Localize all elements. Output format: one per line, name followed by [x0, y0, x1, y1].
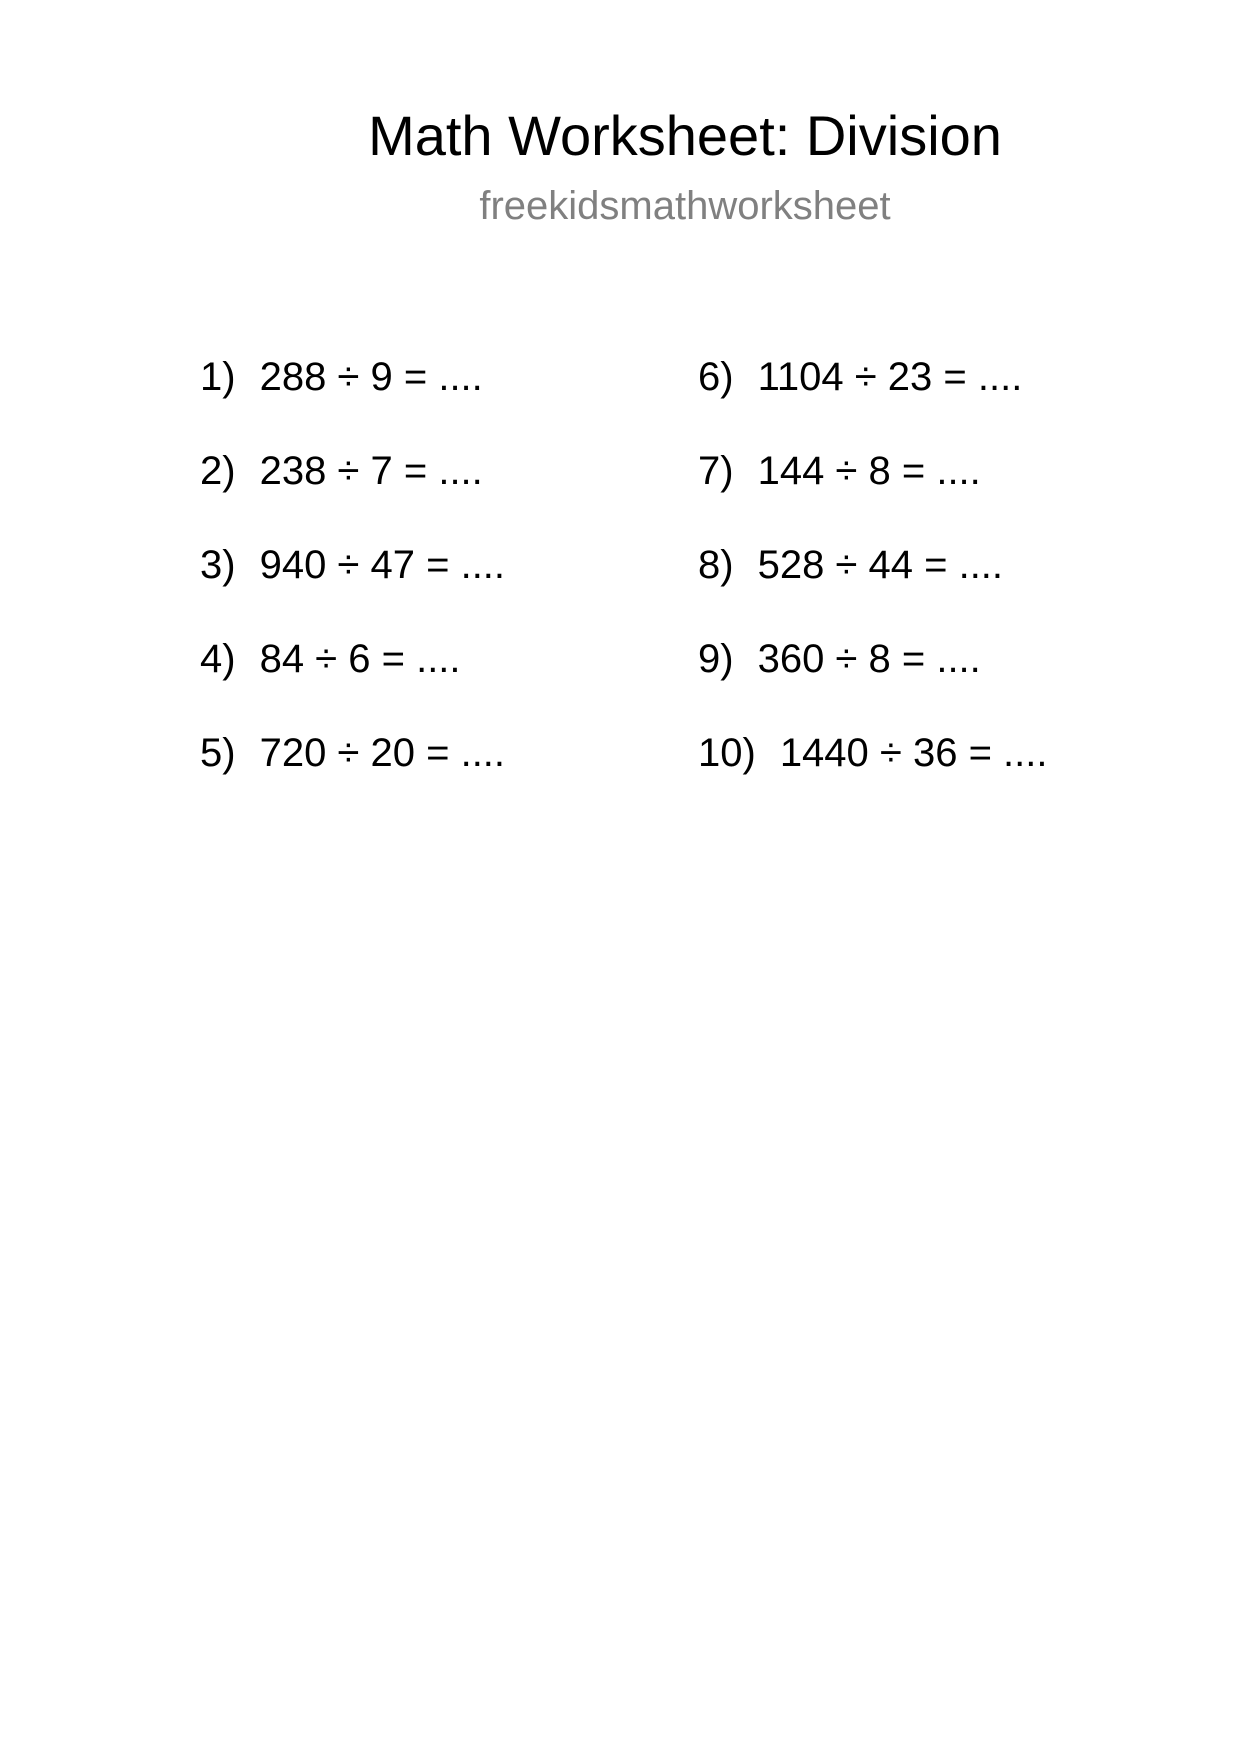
problem-4	[200, 635, 461, 683]
worksheet-subtitle: freekidsmathworksheet	[479, 184, 891, 228]
problem-expression: 528 ÷ 44 = ....	[757, 543, 1004, 587]
worksheet-title: Math Worksheet: Division	[368, 104, 1002, 167]
problem-number: 1)	[200, 355, 236, 399]
problem-9	[698, 635, 981, 683]
problem-2	[200, 447, 483, 495]
problem-expression: 288 ÷ 9 = ....	[259, 355, 483, 399]
problem-6	[698, 353, 1022, 401]
problem-3	[200, 541, 505, 589]
problem-number: 3)	[200, 543, 236, 587]
problem-expression: 1104 ÷ 23 = ....	[757, 355, 1023, 399]
problem-number: 8)	[698, 543, 734, 587]
problem-expression: 1440 ÷ 36 = ....	[779, 731, 1048, 775]
problem-expression: 360 ÷ 8 = ....	[757, 637, 981, 681]
problem-1	[200, 353, 483, 401]
problem-number: 10)	[698, 731, 756, 775]
problem-5	[200, 729, 505, 777]
problem-number: 7)	[698, 449, 734, 493]
problem-number: 5)	[200, 731, 236, 775]
problem-expression: 940 ÷ 47 = ....	[259, 543, 506, 587]
problem-number: 6)	[698, 355, 734, 399]
problem-expression: 144 ÷ 8 = ....	[757, 449, 981, 493]
problem-7	[698, 447, 981, 495]
problem-number: 4)	[200, 637, 236, 681]
problem-expression: 84 ÷ 6 = ....	[259, 637, 461, 681]
problem-number: 2)	[200, 449, 236, 493]
problem-10	[698, 729, 1048, 777]
problem-expression: 720 ÷ 20 = ....	[259, 731, 506, 775]
problem-expression: 238 ÷ 7 = ....	[259, 449, 483, 493]
problem-8	[698, 541, 1003, 589]
problem-number: 9)	[698, 637, 734, 681]
